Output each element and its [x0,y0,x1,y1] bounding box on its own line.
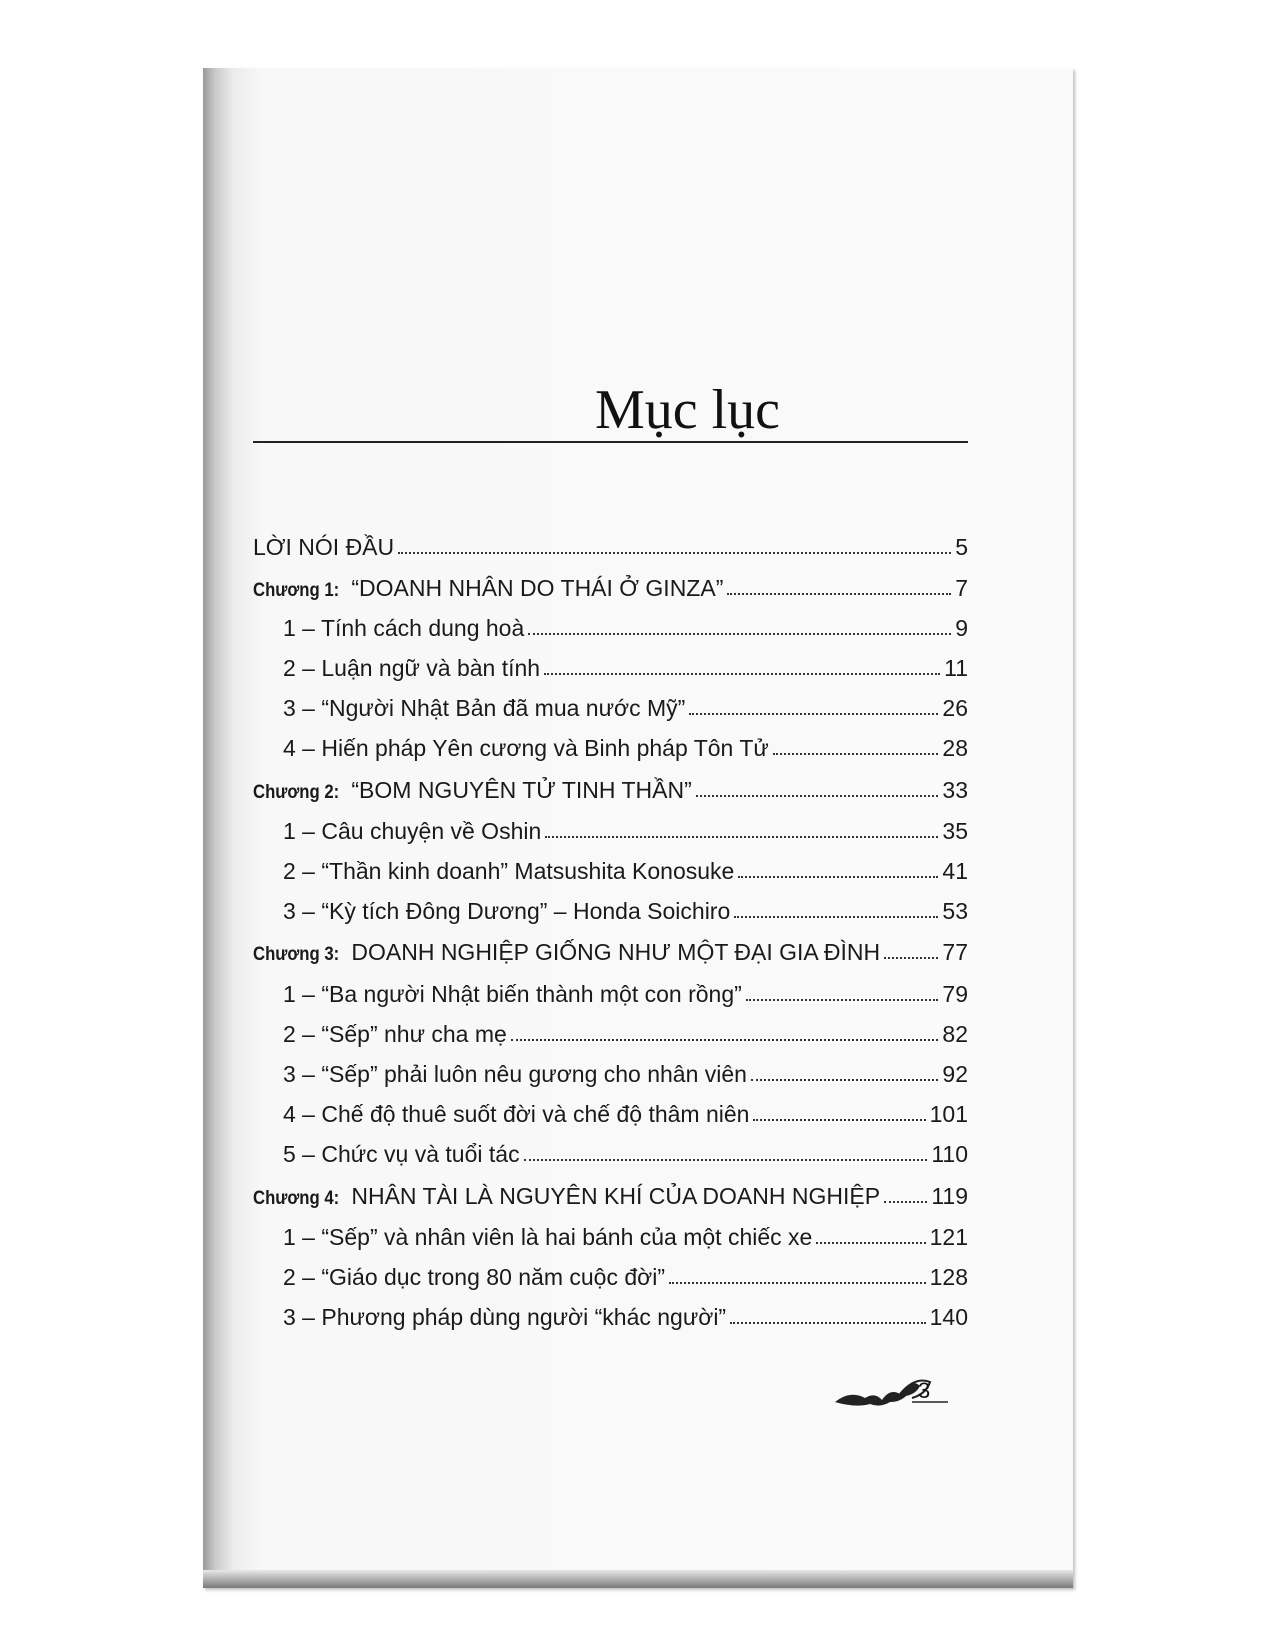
toc-section[interactable] [283,1052,968,1088]
dot-leader [696,795,939,797]
toc-page-number: 28 [942,735,968,761]
toc-entry-label: 3 – “Sếp” phải luôn nêu gương cho nhân viên [283,1061,747,1087]
chapter-title: “BOM NGUYÊN TỬ TINH THẦN” [344,777,692,803]
toc-page-number: 53 [942,898,968,924]
toc-page-number: 110 [931,1141,968,1167]
toc-page-number: 101 [929,1101,968,1127]
toc-section[interactable] [283,646,968,682]
toc-entry-label [253,777,692,804]
toc-section[interactable] [283,1215,968,1251]
toc-entry-label: 2 – “Sếp” như cha mẹ [283,1021,507,1047]
toc-entry-label [253,939,880,966]
dot-leader [727,593,951,595]
toc-section[interactable] [283,1255,968,1291]
toc-entry-label: 3 – Phương pháp dùng người “khác người” [283,1304,727,1330]
toc-page-number: 128 [929,1264,968,1290]
toc-page-number: 33 [942,777,968,803]
dot-leader [730,1322,926,1324]
toc-page-number: 26 [942,695,968,721]
dot-leader [528,633,951,635]
chapter-title: “DOANH NHÂN DO THÁI Ở GINZA” [344,575,724,601]
toc-entry-label: 4 – Chế độ thuê suốt đời và chế độ thâm niên [283,1101,750,1127]
toc-chapter-3[interactable] [253,930,968,966]
toc-entry-label: 5 – Chức vụ và tuổi tác [283,1141,520,1167]
dot-leader [751,1079,938,1081]
toc-entry-preface[interactable] [253,525,968,561]
toc-page-number: 82 [942,1021,968,1047]
toc-entry-label: 2 – Luận ngữ và bàn tính [283,655,541,681]
page-title: Mục lục [594,379,781,441]
toc-page-number: 35 [942,818,968,844]
toc-page-number: 92 [942,1061,968,1087]
page-edge [203,1570,1073,1588]
dot-leader [511,1039,939,1041]
toc-chapter-4[interactable] [253,1174,968,1210]
dot-leader [884,957,938,959]
toc-entry-label: 1 – “Ba người Nhật biến thành một con rồng” [283,981,742,1007]
dot-leader [545,836,938,838]
toc-chapter-2[interactable] [253,768,968,804]
toc-entry-label: 3 – “Người Nhật Bản đã mua nước Mỹ” [283,695,686,721]
toc-page-number: 119 [931,1183,968,1209]
toc-section[interactable] [283,889,968,925]
toc-section[interactable] [283,849,968,885]
toc-page-number: 7 [955,575,968,601]
toc-section[interactable] [283,1295,968,1331]
chapter-prefix: Chương 1: [253,580,340,601]
toc-section[interactable] [283,1132,968,1168]
chapter-title: DOANH NGHIỆP GIỐNG NHƯ MỘT ĐẠI GIA ĐÌNH [344,939,881,965]
toc-page-number: 79 [942,981,968,1007]
toc-page-number: 11 [944,655,968,681]
dot-leader [544,673,940,675]
dot-leader [773,753,939,755]
toc-entry-label [253,575,723,602]
footer-ornament-icon [830,1372,970,1412]
toc-chapter-1[interactable] [253,566,968,602]
toc-section[interactable] [283,1012,968,1048]
dot-leader [398,552,951,554]
dot-leader [669,1282,926,1284]
toc-page-number: 9 [955,615,968,641]
toc-entry-label: 3 – “Kỳ tích Đông Dương” – Honda Soichiro [283,898,731,924]
toc-entry-label: 1 – Tính cách dung hoà [283,615,525,641]
dot-leader [746,999,939,1001]
toc-entry-label [253,1183,880,1210]
toc-section[interactable] [283,686,968,722]
page-number: 3 [918,1378,931,1403]
chapter-title: NHÂN TÀI LÀ NGUYÊN KHÍ CỦA DOANH NGHIỆP [344,1183,881,1209]
toc-entry-label: 2 – “Giáo dục trong 80 năm cuộc đời” [283,1264,666,1290]
toc-entry-label: 1 – Câu chuyện về Oshin [283,818,542,844]
chapter-prefix: Chương 2: [253,782,340,803]
toc-entry-label: 2 – “Thần kinh doanh” Matsushita Konosuke [283,858,735,884]
toc-section[interactable] [283,726,968,762]
toc-entry-label: 1 – “Sếp” và nhân viên là hai bánh của một chiếc xe [283,1224,813,1250]
dot-leader [884,1201,927,1203]
toc-section[interactable] [283,809,968,845]
toc-page-number: 5 [955,534,968,560]
title-divider [253,441,968,443]
toc-page-number: 140 [929,1304,968,1330]
toc-entry-label: 4 – Hiến pháp Yên cương và Binh pháp Tôn Tử [283,735,769,761]
toc-page-number: 41 [942,858,968,884]
toc-section[interactable] [283,1092,968,1128]
toc-entry-label: LỜI NÓI ĐẦU [253,534,395,560]
toc-page-number: 77 [942,939,968,965]
toc-page-number: 121 [929,1224,968,1250]
toc-section[interactable] [283,972,968,1008]
dot-leader [734,916,938,918]
chapter-prefix: Chương 3: [253,944,340,965]
chapter-prefix: Chương 4: [253,1188,340,1209]
dot-leader [689,713,938,715]
toc-section[interactable] [283,606,968,642]
dot-leader [753,1119,925,1121]
dot-leader [816,1242,925,1244]
dot-leader [738,876,938,878]
dot-leader [524,1159,928,1161]
